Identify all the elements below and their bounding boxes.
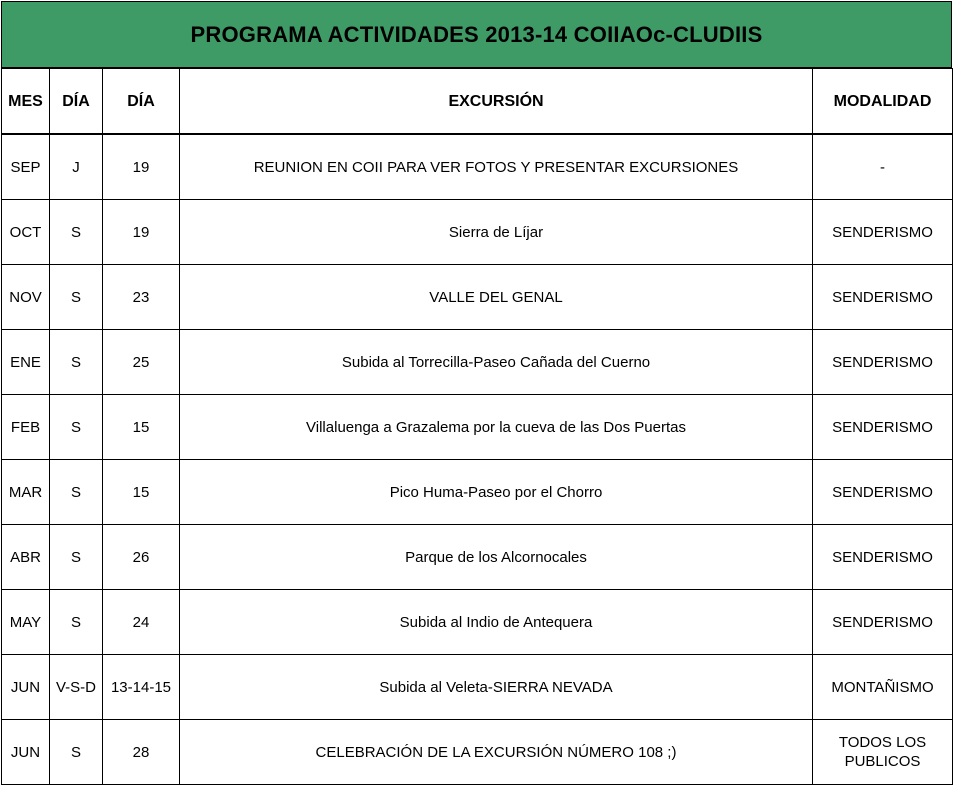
cell-weekday: S bbox=[50, 525, 103, 590]
cell-month: NOV bbox=[2, 265, 50, 330]
cell-weekday: S bbox=[50, 395, 103, 460]
cell-day: 24 bbox=[103, 590, 180, 655]
cell-month: MAY bbox=[2, 590, 50, 655]
program-title: PROGRAMA ACTIVIDADES 2013-14 COIIAOc-CLUDIIS bbox=[1, 1, 952, 68]
cell-modality: SENDERISMO bbox=[813, 330, 953, 395]
cell-excursion: CELEBRACIÓN DE LA EXCURSIÓN NÚMERO 108 ;) bbox=[180, 720, 813, 785]
cell-weekday: S bbox=[50, 720, 103, 785]
header-row bbox=[2, 69, 953, 135]
cell-month: FEB bbox=[2, 395, 50, 460]
cell-excursion: Subida al Torrecilla-Paseo Cañada del Cuerno bbox=[180, 330, 813, 395]
cell-weekday: S bbox=[50, 265, 103, 330]
cell-modality: SENDERISMO bbox=[813, 460, 953, 525]
cell-modality: MONTAÑISMO bbox=[813, 655, 953, 720]
cell-weekday: S bbox=[50, 460, 103, 525]
header-modality: MODALIDAD bbox=[813, 69, 953, 135]
activity-table bbox=[1, 68, 953, 785]
cell-modality: SENDERISMO bbox=[813, 395, 953, 460]
cell-modality: SENDERISMO bbox=[813, 590, 953, 655]
cell-weekday: S bbox=[50, 590, 103, 655]
cell-day: 26 bbox=[103, 525, 180, 590]
cell-modality: SENDERISMO bbox=[813, 525, 953, 590]
cell-excursion: VALLE DEL GENAL bbox=[180, 265, 813, 330]
header-excursion: EXCURSIÓN bbox=[180, 69, 813, 135]
cell-weekday: S bbox=[50, 200, 103, 265]
cell-excursion: REUNION EN COII PARA VER FOTOS Y PRESENTAR EXCURSIONES bbox=[180, 134, 813, 200]
header-month: MES bbox=[2, 69, 50, 135]
cell-weekday: S bbox=[50, 330, 103, 395]
cell-modality: - bbox=[813, 134, 953, 200]
table-row bbox=[2, 200, 953, 265]
cell-month: OCT bbox=[2, 200, 50, 265]
cell-modality: TODOS LOS PUBLICOS bbox=[813, 720, 953, 785]
cell-month: JUN bbox=[2, 655, 50, 720]
cell-day: 19 bbox=[103, 200, 180, 265]
cell-excursion: Pico Huma-Paseo por el Chorro bbox=[180, 460, 813, 525]
cell-day: 15 bbox=[103, 395, 180, 460]
cell-modality: SENDERISMO bbox=[813, 200, 953, 265]
cell-excursion: Sierra de Líjar bbox=[180, 200, 813, 265]
header-day: DÍA bbox=[103, 69, 180, 135]
table-row bbox=[2, 720, 953, 785]
cell-month: ABR bbox=[2, 525, 50, 590]
table-row bbox=[2, 655, 953, 720]
table-row bbox=[2, 134, 953, 200]
header-weekday: DÍA bbox=[50, 69, 103, 135]
cell-weekday: V-S-D bbox=[50, 655, 103, 720]
cell-month: ENE bbox=[2, 330, 50, 395]
cell-weekday: J bbox=[50, 134, 103, 200]
cell-excursion: Villaluenga a Grazalema por la cueva de las Dos Puertas bbox=[180, 395, 813, 460]
cell-day: 23 bbox=[103, 265, 180, 330]
cell-month: SEP bbox=[2, 134, 50, 200]
activity-program-sheet bbox=[1, 1, 952, 790]
cell-day: 25 bbox=[103, 330, 180, 395]
table-row bbox=[2, 330, 953, 395]
table-row bbox=[2, 395, 953, 460]
cell-month: JUN bbox=[2, 720, 50, 785]
cell-day: 19 bbox=[103, 134, 180, 200]
table-row bbox=[2, 460, 953, 525]
cell-excursion: Parque de los Alcornocales bbox=[180, 525, 813, 590]
cell-day: 15 bbox=[103, 460, 180, 525]
table-row bbox=[2, 525, 953, 590]
cell-excursion: Subida al Indio de Antequera bbox=[180, 590, 813, 655]
cell-month: MAR bbox=[2, 460, 50, 525]
cell-day: 13-14-15 bbox=[103, 655, 180, 720]
table-row bbox=[2, 265, 953, 330]
cell-excursion: Subida al Veleta-SIERRA NEVADA bbox=[180, 655, 813, 720]
table-row bbox=[2, 590, 953, 655]
cell-modality: SENDERISMO bbox=[813, 265, 953, 330]
cell-day: 28 bbox=[103, 720, 180, 785]
